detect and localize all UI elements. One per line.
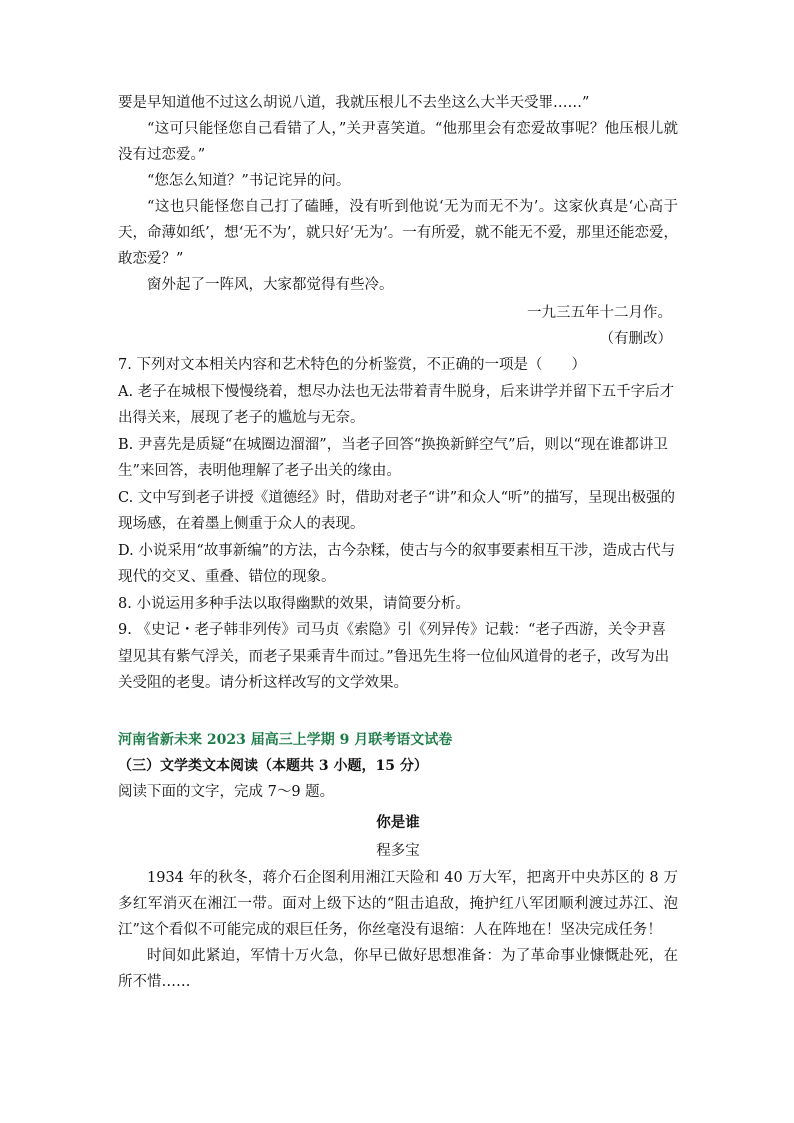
document-page — [118, 90, 678, 995]
question-9: 9. 《史记・老子韩非列传》司马贞《索隐》引《列异传》记载：“老子西游，关令尹喜望见其有紫气浮关，而老子果乘青牛而过。”鲁迅先生将一位仙风道骨的老子，改写为出关受阻的老叟。请分析这样改写的文学效果。 — [118, 622, 670, 691]
option-b: B. 尹喜先是质疑“在城圈边溜溜”，当老子回答“换换新鲜空气”后，则以“现在谁都讲卫生”来回答，表明他理解了老子出关的缘由。 — [118, 436, 668, 479]
question-7: 7. 下列对文本相关内容和艺术特色的分析鉴赏，不正确的一项是（ ） — [118, 357, 586, 373]
option-c: C. 文中写到老子讲授《道德经》时，借助对老子“讲”和众人“听”的描写，呈现出极强的现场感，在着墨上侧重于众人的表现。 — [118, 489, 675, 532]
story-title: 你是谁 — [376, 813, 420, 831]
question-list — [118, 352, 678, 697]
story-paragraph: “您怎么知道？”书记诧异的问。 — [147, 173, 351, 189]
story-paragraph: 要是早知道他不过这么胡说八道，我就压根儿不去坐这么大半天受罪……” — [118, 95, 590, 111]
option-a: A. 老子在城根下慢慢绕着，想尽办法也无法带着青牛脱身，后来讲学并留下五千字后才出得关来，展现了老子的尴尬与无奈。 — [118, 383, 675, 426]
option-d: D. 小说采用“故事新编”的方法，古今杂糅，使古与今的叙事要素相互干涉，造成古代与现代的交叉、重叠、错位的现象。 — [118, 542, 676, 585]
story-paragraph: 1934 年的秋冬，蒋介石企图利用湘江天险和 40 万大军，把离开中央苏区的 8 万多红军消灭在湘江一带。面对上级下达的“阻击追敌，掩护红八军团顺利渡过苏江、泡江”这个看似不可能完成的艰巨任务，你丝毫没有退缩：人在阵地在！坚决完成任务！ — [118, 869, 678, 938]
story-paragraph: “这也只能怪您自己打了磕睡，没有听到他说‘无为而无不为’。这家伙真是‘心高于天，命薄如纸’，想‘无不为’，就只好‘无为’。一有所爱，就不能无不爱，那里还能恋爱，敢恋爱？” — [118, 199, 678, 267]
source-title: 河南省新未来 2023 届高三上学期 9 月联考语文试卷 — [118, 731, 453, 748]
date-line: 一九三五年十二月作。 — [527, 305, 672, 321]
section-header: （三）文学类文本阅读（本题共 3 小题，15 分） — [118, 757, 428, 774]
story-paragraph: 窗外起了一阵风，大家都觉得有些冷。 — [147, 277, 394, 293]
story-paragraph: “这可只能怪您自己看错了人，”关尹喜笑道。“他那里会有恋爱故事呢？他压根儿就没有过恋爱。” — [118, 121, 678, 163]
story-author: 程多宝 — [376, 842, 420, 859]
story-paragraph: 时间如此紧迫，军情十万火急，你早已做好思想准备：为了革命事业慷慨赴死，在所不惜…… — [118, 947, 678, 990]
revision-note: （有删改） — [599, 331, 672, 347]
question-8: 8. 小说运用多种手法以取得幽默的效果，请简要分析。 — [118, 595, 470, 612]
instruction: 阅读下面的文字，完成 7～9 题。 — [118, 783, 335, 800]
